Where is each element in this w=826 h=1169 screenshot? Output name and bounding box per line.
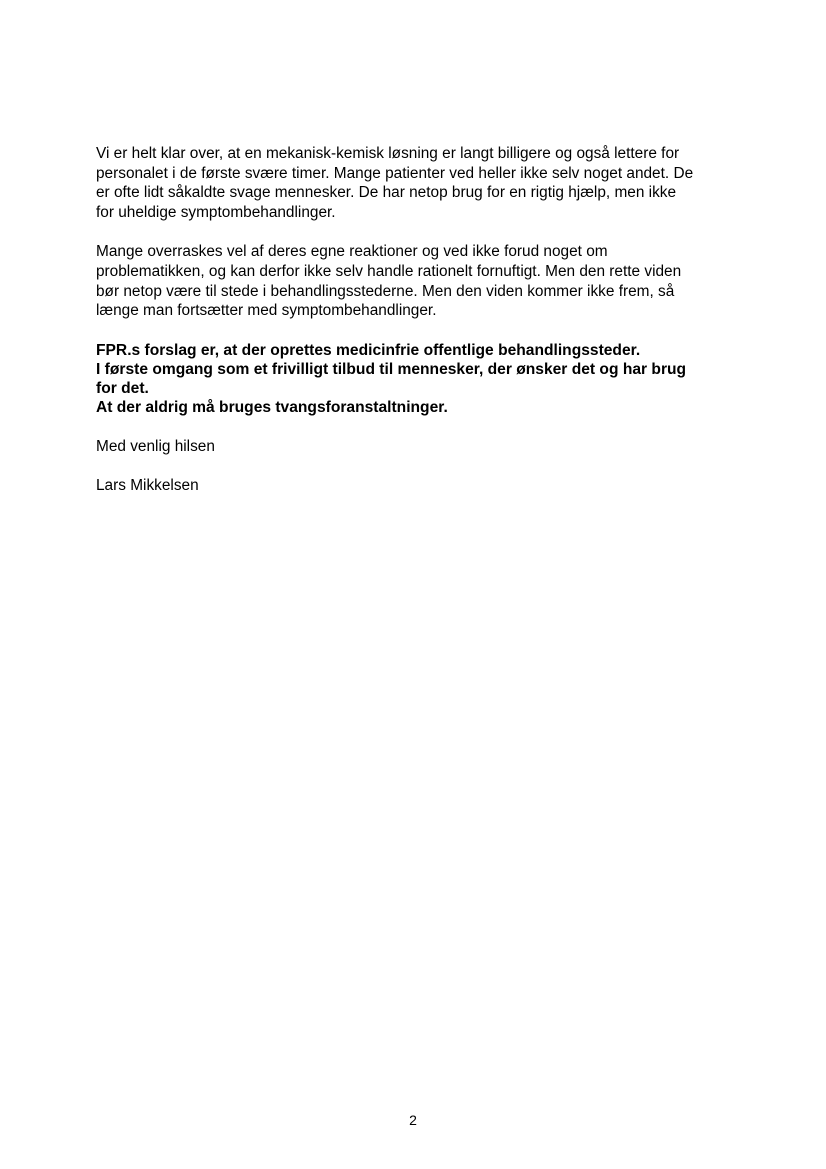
text-line: er ofte lidt såkaldte svage mennesker. De har netop brug for en rigtig hjælp, men ikke <box>96 184 677 202</box>
text-line: Mange overraskes vel af deres egne reaktioner og ved ikke forud noget om <box>96 243 608 261</box>
paragraph-mechanical-chemical-solution <box>96 144 756 222</box>
text-line: FPR.s forslag er, at der oprettes medicinfrie offentlige behandlingssteder. <box>96 341 641 359</box>
text-line: længe man fortsætter med symptombehandlinger. <box>96 302 437 320</box>
text-line: for det. <box>96 379 149 397</box>
closing-greeting: Med venlig hilsen <box>96 437 215 455</box>
text-line: for uheldige symptombehandlinger. <box>96 203 336 221</box>
text-line: problematikken, og kan derfor ikke selv handle rationelt fornuftigt. Men den rette viden <box>96 262 682 280</box>
letter-body <box>96 144 756 496</box>
text-line: bør netop være til stede i behandlingsstederne. Men den viden kommer ikke frem, så <box>96 282 675 300</box>
text-line: At der aldrig må bruges tvangsforanstaltninger. <box>96 398 448 416</box>
page-number: 2 <box>409 1112 417 1128</box>
paragraph-reactions-knowledge <box>96 242 756 320</box>
proposal-paragraph-bold <box>96 341 756 417</box>
text-line: Vi er helt klar over, at en mekanisk-kemisk løsning er langt billigere og også lettere for <box>96 145 680 162</box>
signature-name: Lars Mikkelsen <box>96 477 199 495</box>
text-line: I første omgang som et frivilligt tilbud til mennesker, der ønsker det og har brug <box>96 360 687 378</box>
text-line: personalet i de første svære timer. Mange patienter ved heller ikke selv noget andet. De <box>96 164 694 182</box>
